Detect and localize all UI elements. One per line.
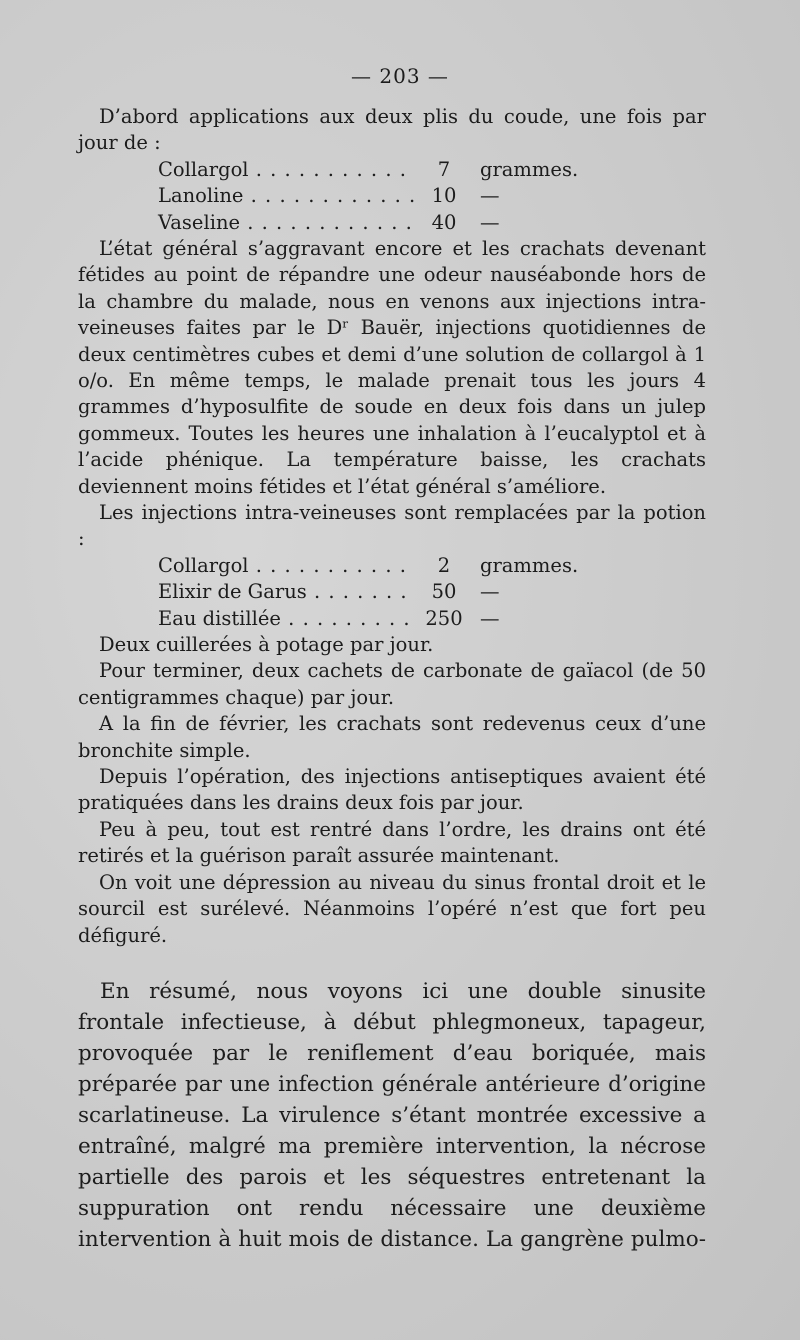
ingredient-quantity: 2	[437, 553, 451, 577]
ingredient-unit: grammes.	[480, 553, 579, 577]
prescription-row	[78, 553, 706, 579]
paragraph-gaiacol: Pour terminer, deux cachets de carbonate de gaïacol (de 50 centigrammes chaque) par jour.	[78, 659, 706, 709]
ingredient-unit: —	[480, 606, 500, 630]
ingredient-name: Eau distillée . . .	[78, 606, 414, 632]
paragraph-applications: D’abord applications aux deux plis du coude, une fois par jour de :	[78, 105, 706, 155]
prescription-row	[78, 157, 706, 183]
paragraph-recovery: Peu à peu, tout est rentré dans l’ordre, les drains ont été retirés et la guérison paraît assurée maintenant.	[78, 817, 706, 868]
summary-paragraph: En résumé, nous voyons ici une double sinusite frontale infectieuse, à début phlegmoneux, tapageur, provoquée par le reniflement d’eau boriquée, mais préparée par une infection générale antérieure d’origine scarlatineuse. La virulence s’étant montrée excessive a entraîné, malgré ma première intervention, la nécrose partielle des parois et les séquestres entretenant la suppuration ont rendu nécessaire une deuxième intervention à huit mois de distance. La gangrène pulmo-	[78, 979, 706, 1252]
ingredient-quantity: 40	[431, 210, 457, 234]
paragraph-injections: L’état général s’aggravant encore et les crachats devenant fétides au point de répandre une odeur nauséabonde hors de la chambre du malade, nous en venons aux injections intra-veineuses faites par le Dʳ Bauër, injections quotidiennes de deux centimètres cubes et demi d’une solution de collargol à 1 o/o. En même temps, le malade prenait tous les jours 4 grammes d’hyposulfite de soude en deux fois dans un julep gommeux. Toutes les heures une inhalation à l’eucalyptol et à l’acide phénique. La température baisse, les crachats deviennent moins fétides et l’état général s’améliore.	[78, 236, 706, 498]
ingredient-name: Vaseline . . .	[78, 210, 414, 236]
ingredient-unit: grammes.	[480, 157, 579, 181]
ingredient-unit: —	[480, 580, 500, 604]
ingredient-name: Collargol . . .	[78, 157, 414, 183]
prescription-row	[78, 606, 706, 632]
paragraph-antiseptic: Depuis l’opération, des injections antiseptiques avaient été pratiquées dans les drains deux fois par jour.	[78, 765, 706, 815]
paragraph-february: A la fin de février, les crachats sont redevenus ceux d’une bronchite simple.	[78, 712, 706, 762]
ingredient-unit: —	[480, 184, 500, 208]
prescription-row	[78, 210, 706, 236]
ingredient-unit: —	[480, 210, 500, 234]
prescription-ointment	[78, 157, 706, 236]
ingredient-name: Lanoline . . .	[78, 183, 414, 209]
prescription-row	[78, 183, 706, 209]
ingredient-quantity: 50	[431, 580, 457, 604]
prescription-potion	[78, 553, 706, 632]
ingredient-quantity: 250	[425, 606, 463, 630]
prescription-row	[78, 579, 706, 605]
paragraph-depression: On voit une dépression au niveau du sinus frontal droit et le sourcil est surélevé. Néanmoins l’opéré n’est que fort peu défiguré.	[78, 870, 706, 947]
page-number: — 203 —	[351, 64, 449, 88]
paragraph-potion: Les injections intra-veineuses sont remplacées par la potion :	[78, 501, 706, 551]
summary-section	[78, 976, 706, 1286]
observation-text	[78, 104, 706, 949]
ingredient-name: Collargol . . .	[78, 553, 414, 579]
ingredient-quantity: 7	[437, 157, 451, 181]
ingredient-quantity: 10	[431, 184, 457, 208]
ingredient-name: Elixir de Garus . . .	[78, 579, 414, 605]
paragraph-dosage: Deux cuillerées à potage par jour.	[99, 633, 434, 657]
